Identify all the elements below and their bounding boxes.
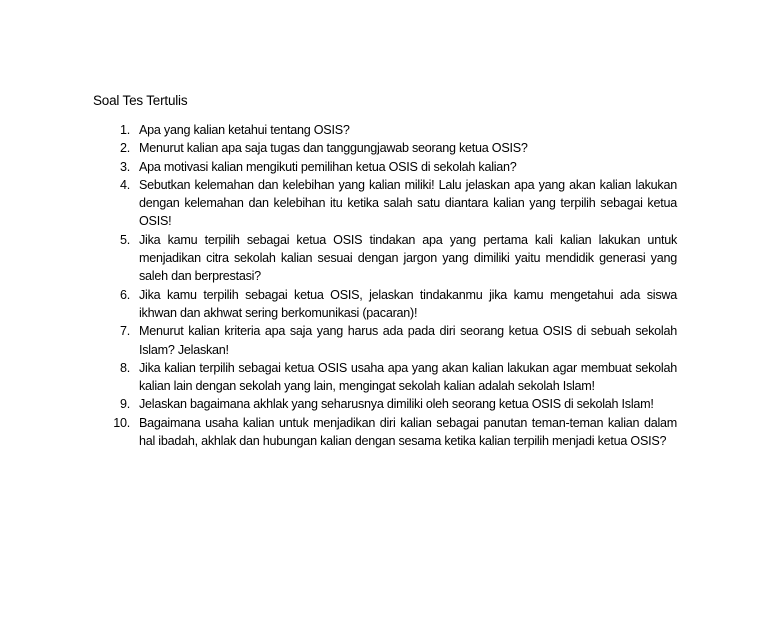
question-number: 3. [119, 159, 130, 174]
question-item-9 [110, 395, 677, 413]
question-item-10 [110, 414, 677, 451]
question-text: Jika kamu terpilih sebagai ketua OSIS, jelaskan tindakanmu jika kamu mengetahui ada siswa ikhwan dan akhwat sering berkomunikasi (pacaran)! [139, 287, 677, 320]
document-title: Soal Tes Tertulis [93, 93, 188, 108]
question-text: Bagaimana usaha kalian untuk menjadikan diri kalian sebagai panutan teman-teman kalian dalam hal ibadah, akhlak dan hubungan kalian dengan sesama ketika kalian terpilih menjadi ketua OSIS? [139, 415, 677, 449]
question-text: Jelaskan bagaimana akhlak yang seharusnya dimiliki oleh seorang ketua OSIS di sekolah Islam! [139, 397, 654, 412]
question-number: 7. [119, 324, 130, 339]
question-item-5 [110, 231, 677, 286]
question-item-7 [110, 322, 677, 359]
question-number: 2. [119, 141, 130, 156]
question-text: Jika kalian terpilih sebagai ketua OSIS usaha apa yang akan kalian lakukan agar membuat sekolah kalian lain dengan sekolah yang lain, mengingat sekolah kalian adalah sekolah Islam! [139, 360, 677, 394]
question-number: 10. [113, 415, 130, 430]
question-item-4 [110, 176, 677, 231]
question-number: 6. [119, 287, 130, 302]
question-text: Menurut kalian kriteria apa saja yang harus ada pada diri seorang ketua OSIS di sebuah sekolah Islam? Jelaskan! [139, 324, 677, 357]
question-item-8 [110, 359, 677, 396]
question-text: Sebutkan kelemahan dan kelebihan yang kalian miliki! Lalu jelaskan apa yang akan kalian lakukan dengan kelemahan dan kelebihan itu ketika salah satu diantara kalian yang terpilih sebagai ketua OSIS! [139, 177, 677, 229]
question-text: Apa yang kalian ketahui tentang OSIS? [139, 123, 350, 137]
question-item-2 [110, 139, 677, 157]
question-item-6 [110, 286, 677, 323]
question-item-3 [110, 158, 677, 176]
question-number: 4. [119, 177, 130, 192]
question-text: Menurut kalian apa saja tugas dan tanggungjawab seorang ketua OSIS? [139, 141, 528, 156]
question-list [110, 121, 677, 450]
question-number: 9. [119, 397, 130, 412]
question-text: Apa motivasi kalian mengikuti pemilihan ketua OSIS di sekolah kalian? [139, 159, 517, 174]
question-item-1 [110, 121, 677, 139]
question-number: 5. [119, 232, 130, 247]
question-text: Jika kamu terpilih sebagai ketua OSIS tindakan apa yang pertama kali kalian lakukan untuk menjadikan citra sekolah kalian sesuai dengan jargon yang dimiliki yaitu mendidik generasi yang saleh dan berprestasi? [139, 232, 677, 284]
question-number: 1. [119, 123, 130, 137]
question-number: 8. [119, 360, 130, 375]
